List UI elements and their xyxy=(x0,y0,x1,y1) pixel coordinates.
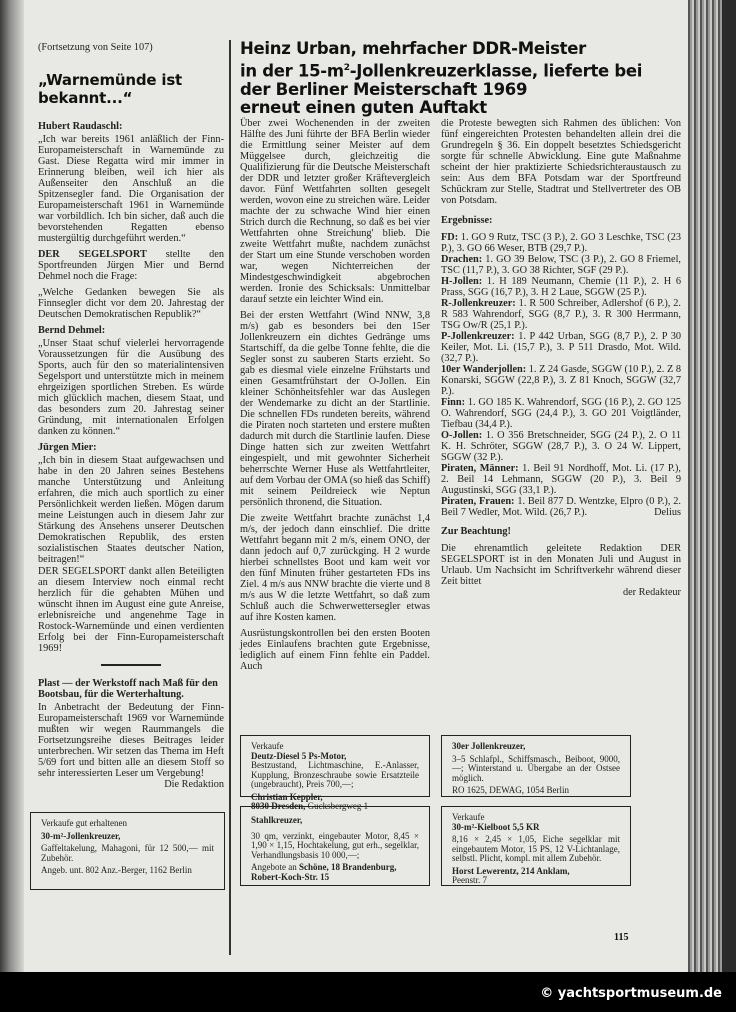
ad-line: Bestzustand, Lichtmaschine, E.-Anlasser, Kupplung, Bronzeschraube sowie Ersatzteile (ungebraucht), Preis 700,—; xyxy=(251,760,419,789)
left-column xyxy=(38,42,224,790)
article-paragraph: die Proteste bewegten sich Rahmen des üblichen: Von fünf eingereichten Protesten behandelten allein drei die Grundregeln § 36. Ein doppelt besetztes Schiedsgericht sorgte für schnelle Abwicklung. Eine gute Maßnahme scheint der hier praktizierte Schiedsrichteraustausch zu sein: Aus dem BFA Potsdam war der Sportfreund Schückram zur Stelle, Stadtrat und Stellvertreter des OB von Potsdam. xyxy=(441,118,681,206)
speaker-name: Bernd Dehmel: xyxy=(38,325,106,336)
result-class: FD: xyxy=(441,232,459,243)
classified-ad xyxy=(30,812,225,890)
result-entry xyxy=(441,232,681,254)
question: „Welche Gedanken bewegen Sie als Finnsegler dicht vor dem 20. Jahrestag der Deutschen Demokratischen Republik?“ xyxy=(38,287,224,320)
page-stack-edge xyxy=(688,0,736,972)
result-text: 1. GO 9 Rutz, TSC (3 P.), 2. GO 3 Leschke, TSC (23 P.), 3. GO 66 Weser, BTB (29,7 P.). xyxy=(441,232,681,254)
author: Delius xyxy=(654,507,681,518)
result-text: 1. P 442 Urban, SGG (8,7 P.), 2. P 30 Keiler, Mot. Li. (15,7 P.), 3. P 511 Drasdo, Mot. Wild. (32,7 P.). xyxy=(441,331,681,364)
ad-title: Deutz-Diesel 5 Ps-Motor, xyxy=(251,750,347,761)
page-number: 115 xyxy=(614,932,629,943)
headline-line xyxy=(240,59,680,81)
copyright-watermark: © yachtsportmuseum.de xyxy=(540,986,722,1001)
result-class: H-Jollen: xyxy=(441,276,483,287)
ad-contact-name: Schöne, 18 Brandenburg, xyxy=(298,862,397,872)
middle-column xyxy=(240,118,430,677)
result-text: 1. Z 24 Gasde, SGGW (10 P.), 2. Z 8 Konarski, SGGW (22,8 P.), 3. Z 81 Knoch, SGGW (32,7 P.). xyxy=(441,364,681,397)
ad-title: 30er Jollenkreuzer, xyxy=(452,741,526,751)
article-paragraph: Die zweite Wettfahrt brachte zunächst 1,4 m/s, der jedoch dann einschlief. Die dritte Wettfahrt begann mit 2 m/s, einem ONO, der dann jedoch auf 0,7 zurückging. H 2 wurde hierbei schnellstes Boot und kam weit vor den fünf Minuten früher gestarteten FDs ins Ziel. 4 m/s aus NNW brachte die vierte und 8 m/s aus W die letzte Wettfahrt, so daß zum Schluß auch die Schwerwettersegler etwas auf ihre Kosten kamen. xyxy=(240,513,430,623)
plast-signature: Die Redaktion xyxy=(164,779,224,790)
result-class: R-Jollenkreuzer: xyxy=(441,298,516,309)
right-column xyxy=(441,118,681,603)
ad-line: 3–5 Schlafpl., Schiffsmasch., Beiboot, 9000,—; Winterstand u. Übergabe an der Ostsee möglich. xyxy=(452,753,620,783)
ad-title: Stahlkreuzer, xyxy=(251,815,303,825)
classified-ad xyxy=(441,735,631,797)
notice-heading: Zur Beachtung! xyxy=(441,526,511,537)
ad-contact: Horst Lewerentz, 214 Anklam, xyxy=(452,865,570,876)
result-entry xyxy=(441,331,681,364)
speaker-name: Hubert Raudaschl: xyxy=(38,121,123,132)
plast-body: In Anbetracht der Bedeutung der Finn-Europameisterschaft 1969 vor Warnemünde mußten wir wegen Raummangels die Fortsetzungsreihe dieses Beitrages leider unterbrechen. Wir setzen das Thema im Heft 5/69 fort und bitten alle an diesem Stoff so sehr interessierten Leser um Vergebung! xyxy=(38,702,224,779)
result-text: 1. Beil 877 D. Wentzke, Elpro (0 P.), 2. Beil 7 Wedler, Mot. Wild. (26,7 P.). xyxy=(441,496,681,518)
result-text: 1. H 189 Neumann, Chemie (11 P.), 2. H 6 Prass, SGG (16,7 P.), 3. H 2 Laue, SGGW (25 P.). xyxy=(441,276,681,298)
ad-contact-lead: Angebote an xyxy=(251,862,299,872)
footer-bar xyxy=(0,972,736,1012)
headline-line: Heinz Urban, mehrfacher DDR-Meister xyxy=(240,39,586,58)
result-entry xyxy=(441,298,681,331)
result-class: O-Jollen: xyxy=(441,430,483,441)
result-entry xyxy=(441,496,681,518)
classified-ad xyxy=(441,806,631,886)
results-heading: Ergebnisse: xyxy=(441,215,493,226)
result-class: 10er Wanderjollen: xyxy=(441,364,527,375)
ad-title: 30-m²-Jollenkreuzer, xyxy=(41,830,121,841)
result-text: 1. Beil 91 Nordhoff, Mot. Li. (17 P.), 2. Beil 14 Lehmann, SGGW (20 P.), 3. Beil 9 Augustinski, SGG (33,1 P.). xyxy=(441,463,681,496)
column-divider xyxy=(229,40,231,955)
ad-address: Peenstr. 7 xyxy=(452,875,487,885)
result-text: 1. GO 185 K. Wahrendorf, SGG (16 P.), 2. GO 125 O. Wahrendorf, SGG (24,4 P.), 3. GO 201 Voigtländer, Tiefbau (34,4 P.). xyxy=(441,397,681,430)
continuation-note: (Fortsetzung von Seite 107) xyxy=(38,42,153,53)
article-headline xyxy=(240,40,680,118)
question-intro xyxy=(38,249,224,282)
article-paragraph: Über zwei Wochenenden in der zweiten Hälfte des Juni führte der BFA Berlin wieder die Ermittlung seiner Meister auf dem Müggelsee durch, gleichzeitig die Qualifizierung für die Deutsche Meisterschaft der DDR und letzter großer Kräftevergleich davor. Fünf Wettfahrten sollten gesegelt werden, wovon eine zu streichen wäre. Leider machte der zu schwache Wind hier einen Strich durch die Rechnung, so daß es bei vier Wettfahrten ohne Streichung' blieb. Die zweite Wettfahrt mußte, nachdem zunächst der Start um eine Stunde verschoben worden war, wegen Nichterreichen der Mindestgeschwindigkeit abgebrochen werden. Ironie des Schicksals: Unmittelbar darauf setzte ein leichter Wind ein. xyxy=(240,118,430,305)
section-divider xyxy=(101,664,161,666)
result-class: Drachen: xyxy=(441,254,483,265)
result-entry xyxy=(441,430,681,463)
ad-line: Verkaufe gut erhaltenen xyxy=(41,818,127,828)
interview-heading: „Warnemünde ist bekannt...“ xyxy=(38,71,183,107)
article-paragraph: Bei der ersten Wettfahrt (Wind NNW, 3,8 m/s) gab es besonders bei den 15er Jollenkreuzern ein dichtes Gedränge ums Startschiff, da die gelbe Tonne fehlte, die die Segler sonst zu sauberen Starts erzieht. So gab es diesmal viele einzelne Frühstarts und einen Gesamtfrühstart der O-Jollen. Ein kleiner Schönheitsfehler war das Auslegen der Wendemarke zu dicht an der Startlinie. Die schnellen FDs rundeten bereits, während die Piraten noch starteten und erstere mußten dadurch mit durch die Startlinie laufen. Diese Dinge hatten sich zur zweiten Wettfahrt eingespielt, und mit gewohnter Sicherheit beherrschte Werner Huse als Wettfahrtleiter, auf dem Vorbau der OMA (so hieß das Schiff) mit seinem Peildreieck wie Neptun persönlich thronend, die Situation. xyxy=(240,310,430,508)
ad-line: Gaffeltakelung, Mahagoni, für 12 500,— mit Zubehör. xyxy=(41,843,214,863)
book-gutter xyxy=(0,0,24,972)
headline-part: -Jollenkreuzerklasse, lieferte bei xyxy=(349,61,643,80)
result-class: Piraten, Frauen: xyxy=(441,496,515,507)
quote: „Ich bin in diesem Staat aufgewachsen und habe in den 20 Jahren seines Bestehens manche Unterstützung und Anleitung erfahren, die mich auch sportlich zu einer Persönlichkeit werden ließen. Mögen darum meine Leistungen auch in diesem Jahr zur Stärkung des Ansehens unserer Deutschen Demokratischen Republik, des ersten sozialistischen Staates deutscher Nation, beitragen!“ xyxy=(38,455,224,565)
ad-contact: RO 1625, DEWAG, 1054 Berlin xyxy=(452,785,569,795)
headline-line: erneut einen guten Auftakt xyxy=(240,98,487,117)
ad-line: 30 qm, verzinkt, eingebauter Motor, 8,45 × 1,90 × 1,15, Hochtakelung, gut erh., segelklar, Verhandlungsbasis 10 000,—; xyxy=(251,830,419,860)
notice-signature: der Redakteur xyxy=(622,587,681,598)
superscript: 2 xyxy=(343,62,350,73)
notice-text: Die ehrenamtlich geleitete Redaktion DER SEGELSPORT ist in den Monaten Juli und August in Urlaub. Um Nachsicht im Schriftverkehr während dieser Zeit bittet xyxy=(441,543,681,587)
ad-title: 30-m²-Kielboot 5,5 KR xyxy=(452,821,540,832)
result-entry xyxy=(441,254,681,276)
ad-line: Verkaufe xyxy=(251,741,284,751)
ad-line: Verkaufe xyxy=(452,812,485,822)
result-text: 1. GO 39 Below, TSC (3 P.), 2. GO 8 Friemel, TSC (11,7 P.), 3. GO 38 Richter, SGF (29 P.). xyxy=(441,254,681,276)
result-class: P-Jollenkreuzer: xyxy=(441,331,515,342)
classified-ad xyxy=(240,806,430,886)
article-paragraph: Ausrüstungskontrollen bei den ersten Booten jedes Einlaufens brachten gute Ergebnisse, lediglich auf einem Finn fehlte ein Paddel. Auch xyxy=(240,628,430,672)
result-text: 1. O 356 Bretschneider, SGG (24 P.), 2. O 11 K. H. Schröter, SGGW (28,7 P.), 3. O 24 W. Lippert, SGGW (32 P.). xyxy=(441,430,681,463)
result-entry xyxy=(441,397,681,430)
quote: „Unser Staat schuf vielerlei hervorragende Voraussetzungen für die Ausübung des Sports, auch für den so materialintensiven Segelsport und unterstützte mich in meinem ehrgeizigen sportlichen Streben. Es würde mich glücklich machen, diesem Staat, und das besonders zum 20. Jahrestag seiner Gründung, mit internationalen Erfolgen danken zu können.“ xyxy=(38,338,224,437)
magazine-name: DER SEGELSPORT xyxy=(38,249,147,260)
ad-city: 8030 Dresden, xyxy=(251,801,306,811)
ad-contact: Angeb. unt. 802 Anz.-Berger, 1162 Berlin xyxy=(41,865,192,875)
ad-street: Gucksbergweg 1 xyxy=(305,801,369,811)
result-entry xyxy=(441,463,681,496)
question-intro-text: stellte den Sportfreunden Jürgen Mier und Bernd Dehmel noch die Frage: xyxy=(38,249,225,282)
result-entry xyxy=(441,364,681,397)
ad-address: Robert-Koch-Str. 15 xyxy=(251,871,330,882)
result-class: Finn: xyxy=(441,397,466,408)
thanks-paragraph: DER SEGELSPORT dankt allen Beteiligten an diesem Interview noch einmal recht herzlich für die gehabten Mühen und wünscht ihnen im August eine gute Anreise, erlebnisreiche und angenehme Tage in Rostock-Warnemünde und einen verdienten Erfolg bei der Finn-Europameisterschaft 1969! xyxy=(38,566,224,654)
plast-heading: Plast — der Werkstoff nach Maß für den Bootsbau, für die Werterhaltung. xyxy=(38,678,218,700)
headline-part: in der 15-m xyxy=(240,61,344,80)
ad-contact: Christian Keppler, xyxy=(251,791,323,802)
classified-ad xyxy=(240,735,430,811)
result-entry xyxy=(441,276,681,298)
ad-line: 8,16 × 2,45 × 1,05, Eiche segelklar mit eingebautem Motor, 15 PS, 12 V-Lichtanlage, selbstl. Plicht, kompl. mit allem Zubehör. xyxy=(452,834,620,863)
speaker-name: Jürgen Mier: xyxy=(38,442,97,453)
headline-line: der Berliner Meisterschaft 1969 xyxy=(240,79,528,99)
results-list xyxy=(441,232,681,518)
quote: „Ich war bereits 1961 anläßlich der Finn-Europameisterschaft in Warnemünde zu Gast. Diese Regatta wird mir immer in Erinnerung bleiben, weil ich hier als Außenseiter den Anschluß an die Spitzensegler fand. Die Organisation der Europameisterschaft 1961 in Warnemünde war vorbildlich. Ich bin sicher, daß auch die bevorstehenden Regatten ebenso mustergültig durchgeführt werden.“ xyxy=(38,134,224,244)
result-text: 1. R 500 Schreiber, Adlershof (6 P.), 2. R 583 Wahrendorf, SGG (8,7 P.), 3. R 300 Herrmann, TSG Ow/R (25,1 P.). xyxy=(441,298,681,331)
plast-text xyxy=(38,702,224,790)
result-class: Piraten, Männer: xyxy=(441,463,519,474)
